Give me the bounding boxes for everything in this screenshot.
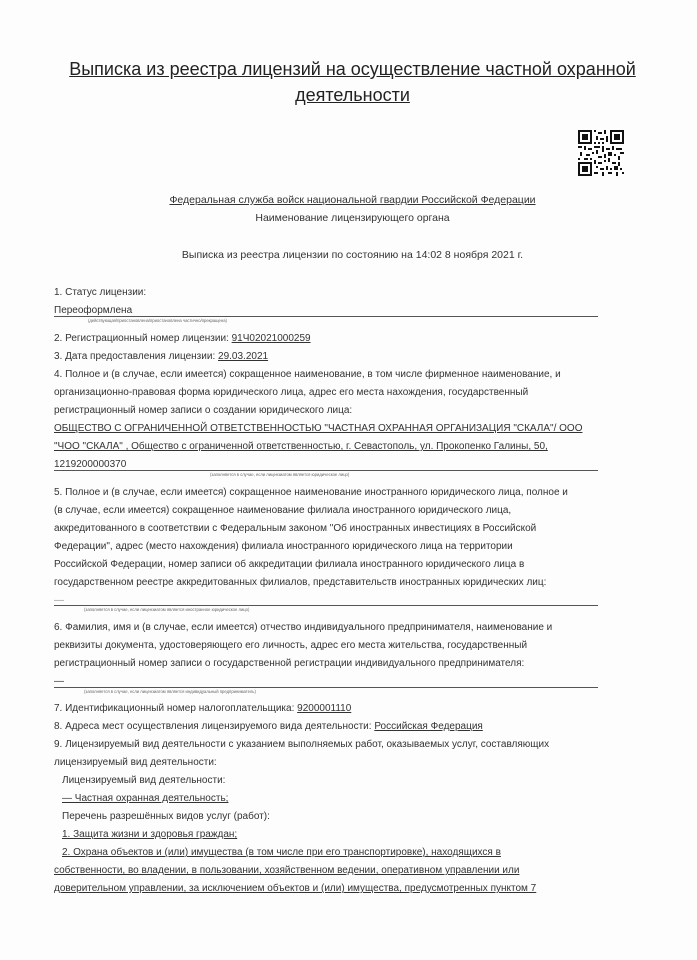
tax-id-value: 9200001110 <box>297 703 352 714</box>
foreign-entity-text-3: аккредитованного в соответствии с Федеральным законом "Об иностранных инвестициях в Российской <box>54 523 537 534</box>
licensed-activity-text-1: 9. Лицензируемый вид деятельности с указанием выполняемых работ, оказываемых услуг, составляющих <box>54 739 550 750</box>
activity-address-row <box>54 718 483 736</box>
licensed-activity-value: — Частная охранная деятельность; <box>62 793 229 804</box>
individual-text-1: 6. Фамилия, имя и (в случае, если имеется) отчество индивидуального предпринимателя, наименование и <box>54 622 553 633</box>
agency-caption: Наименование лицензирующего органа <box>255 212 450 224</box>
service-item-2-line2: собственности, во владении, в пользовании, хозяйственном ведении, оперативном управлении или <box>54 865 520 876</box>
foreign-entity-text-6: государственном реестре аккредитованных филиалов, представительств иностранных юридических лиц: <box>54 577 547 588</box>
tax-id-row <box>54 700 351 718</box>
document-title <box>40 56 665 108</box>
legal-entity-text-3: регистрационный номер записи о создании юридического лица: <box>54 405 353 416</box>
license-status-rule <box>54 316 598 317</box>
license-date-value: 29.03.2021 <box>218 351 269 362</box>
foreign-entity-text-2: (в случае, если имеется) сокращенное наименование филиала иностранного юридического лица, <box>54 505 512 516</box>
license-status-label: 1. Статус лицензии: <box>54 287 147 298</box>
licensed-activity-text-2: лицензируемый вид деятельности: <box>54 757 217 768</box>
individual-text-2: реквизиты документа, удостоверяющего его личность, адрес его места жительства, государственный <box>54 640 528 651</box>
tax-id-label: 7. Идентификационный номер налогоплательщика: <box>54 703 295 714</box>
activity-address-label: 8. Адреса мест осуществления лицензируемого вида деятельности: <box>54 721 372 732</box>
foreign-entity-value: — <box>54 595 64 606</box>
legal-entity-rule <box>54 470 598 471</box>
agency-name: Федеральная служба войск национальной гвардии Российской Федерации <box>169 194 536 206</box>
legal-entity-hint: (заполняется в случае, если лицензиатом является юридическое лицо) <box>210 472 350 477</box>
legal-entity-value-3: 1219200000370 <box>54 459 127 470</box>
statement-date: Выписка из реестра лицензии по состоянию на 14:02 8 ноября 2021 г. <box>181 249 524 261</box>
registration-number-row <box>54 330 311 348</box>
individual-value: — <box>54 676 64 687</box>
activity-address-value: Российская Федерация <box>374 721 483 732</box>
individual-text-3: регистрационный номер записи о государственной регистрации индивидуального предпринимателя: <box>54 658 525 669</box>
licensed-activity-label: Лицензируемый вид деятельности: <box>62 775 226 786</box>
service-item-1: 1. Защита жизни и здоровья граждан; <box>62 829 238 840</box>
license-status-value: Переоформлена <box>54 305 133 316</box>
individual-hint: (заполняется в случае, если лицензиатом является индивидуальный предприниматель) <box>84 689 256 694</box>
license-date-row <box>54 348 268 366</box>
foreign-entity-text-5: Российской Федерации, номер записи об аккредитации филиала иностранного юридического лица в <box>54 559 525 570</box>
foreign-entity-text-1: 5. Полное и (в случае, если имеется) сокращенное наименование иностранного юридического лица, полное и <box>54 487 568 498</box>
qr-code-icon <box>578 130 624 176</box>
foreign-entity-hint: (заполняется в случае, если лицензиатом является иностранное юридическое лицо) <box>84 607 250 612</box>
license-date-label: 3. Дата предоставления лицензии: <box>54 351 216 362</box>
individual-rule <box>54 687 598 688</box>
document-title-line2: деятельности <box>295 85 410 105</box>
legal-entity-value-2: "ЧОО "СКАЛА" , Общество с ограниченной ответственностью, г. Севастополь, ул. Прокопенко Галины, 50, <box>54 441 548 452</box>
service-item-2-line3: доверительном управлении, за исключением объектов и (или) имущества, предусмотренных пунктом 7 <box>54 883 537 894</box>
foreign-entity-rule <box>54 605 598 606</box>
legal-entity-text-1: 4. Полное и (в случае, если имеется) сокращенное наименование, в том числе фирменное наименование, и <box>54 369 561 380</box>
foreign-entity-text-4: Федерации", адрес (место нахождения) филиала иностранного юридического лица на территории <box>54 541 513 552</box>
legal-entity-text-2: организационно-правовая форма юридического лица, адрес его места нахождения, государственный <box>54 387 529 398</box>
registration-number-label: 2. Регистрационный номер лицензии: <box>54 333 229 344</box>
service-item-2-line1: 2. Охрана объектов и (или) имущества (в том числе при его транспортировке), находящихся в <box>62 847 501 858</box>
services-list-label: Перечень разрешённых видов услуг (работ): <box>62 811 270 822</box>
registration-number-value: 91Ч02021000259 <box>231 333 311 344</box>
legal-entity-value-1: ОБЩЕСТВО С ОГРАНИЧЕННОЙ ОТВЕТСТВЕННОСТЬЮ "ЧАСТНАЯ ОХРАННАЯ ОРГАНИЗАЦИЯ "СКАЛА"/ ООО <box>54 423 583 434</box>
license-status-hint: (действующая/приостановлена/приостановлена частично/прекращена) <box>88 318 227 323</box>
document-title-line1: Выписка из реестра лицензий на осуществление частной охранной <box>69 59 636 79</box>
